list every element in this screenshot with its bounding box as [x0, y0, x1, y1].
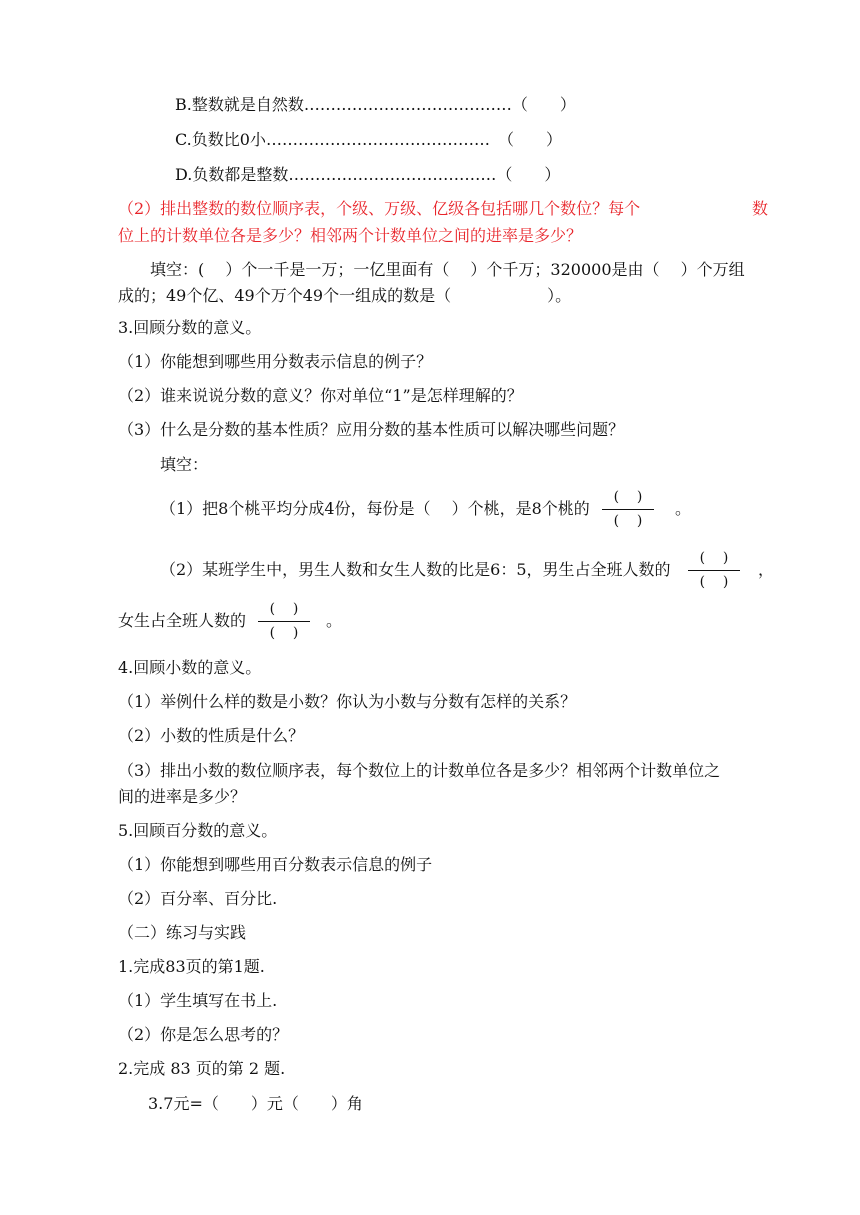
section-5-title: 5.回顾百分数的意义。 — [118, 821, 278, 840]
fill-blank-1-line-2: 成的；49个亿、49个万个49个一组成的数是（ ）。 — [118, 286, 572, 305]
part-2-title: （二）练习与实践 — [118, 923, 247, 942]
fraction-bar — [258, 621, 310, 622]
section-3-title: 3.回顾分数的意义。 — [118, 318, 262, 337]
section-4-question-3-line-1: （3）排出小数的数位顺序表，每个数位上的计数单位各是多少？相邻两个计数单位之 — [118, 761, 721, 780]
practice-1-title: 1.完成83页的第1题. — [118, 957, 265, 976]
comma: ， — [758, 560, 775, 579]
section-4-title: 4.回顾小数的意义。 — [118, 658, 262, 677]
period: 。 — [326, 611, 343, 630]
fraction-bar — [602, 509, 654, 510]
question-2-line-2: 位上的计数单位各是多少？相邻两个计数单位之间的进率是多少？ — [118, 226, 583, 245]
fill-blank-1-line-1: 填空：( ）个一千是一万；一亿里面有（ ）个千万；320000是由（ ）个万组 — [150, 260, 745, 279]
practice-1-question-2: （2）你是怎么思考的？ — [118, 1025, 289, 1044]
question-2-line-1: （2）排出整数的数位顺序表，个级、万级、亿级各包括哪几个数位？每个 — [118, 199, 641, 218]
period: 。 — [675, 499, 692, 518]
section-4-question-1: （1）举例什么样的数是小数？你认为小数与分数有怎样的关系？ — [118, 692, 577, 711]
fraction-blank-2 — [688, 550, 740, 594]
fill-blank-2-question-2b: 女生占全班人数的 — [118, 611, 247, 630]
fraction-blank-3 — [258, 601, 310, 645]
section-3-question-2: （2）谁来说说分数的意义？你对单位“1”是怎样理解的？ — [118, 386, 523, 405]
section-5-question-1: （1）你能想到哪些用百分数表示信息的例子 — [118, 855, 433, 874]
fill-blank-2-question-2: （2）某班学生中，男生人数和女生人数的比是6：5，男生占全班人数的 — [160, 560, 671, 579]
fraction-numerator: ( ) — [269, 601, 299, 617]
section-5-question-2: （2）百分率、百分比. — [118, 889, 278, 908]
choice-item-b: B.整数就是自然数…………………………………（ ） — [175, 95, 576, 114]
practice-2-title: 2.完成 83 页的第 2 题. — [118, 1059, 286, 1078]
fill-blank-2-question-1: （1）把8个桃平均分成4份，每份是（ ）个桃，是8个桃的 — [160, 499, 590, 518]
fraction-blank-1 — [602, 489, 654, 533]
fraction-bar — [688, 570, 740, 571]
practice-1-question-1: （1）学生填写在书上. — [118, 991, 278, 1010]
fraction-denominator: ( ) — [269, 625, 299, 641]
section-4-question-3-line-2: 间的进率是多少？ — [118, 787, 247, 806]
question-2-line-1-end: 数 — [752, 199, 769, 218]
fill-blank-2-label: 填空： — [160, 455, 209, 474]
section-3-question-3: （3）什么是分数的基本性质？应用分数的基本性质可以解决哪些问题？ — [118, 420, 625, 439]
fraction-denominator: ( ) — [699, 574, 729, 590]
choice-item-c: C.负数比0小…………………………………… （ ） — [175, 130, 562, 149]
fraction-numerator: ( ) — [699, 550, 729, 566]
fraction-denominator: ( ) — [613, 513, 643, 529]
section-4-question-2: （2）小数的性质是什么？ — [118, 726, 305, 745]
section-3-question-1: （1）你能想到哪些用分数表示信息的例子？ — [118, 352, 433, 371]
choice-item-d: D.负数都是整数…………………………………（ ） — [175, 165, 561, 184]
fraction-numerator: ( ) — [613, 489, 643, 505]
practice-2-question-1: 3.7元=（ ）元（ ）角 — [148, 1094, 363, 1113]
